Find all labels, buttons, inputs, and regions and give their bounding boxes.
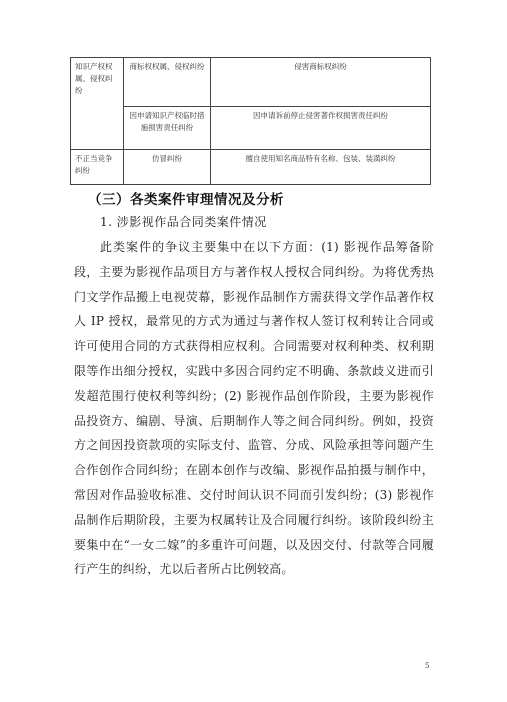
table-cell-category: 知识产权权属、侵权纠纷 <box>71 58 124 150</box>
body-paragraph: 此类案件的争议主要集中在以下方面：(1) 影视作品筹备阶段，主要为影视作品项目方与著作权人授权合同纠纷。为将优秀热门文学作品搬上电视荧幕，影视作品制作方需获得文学作品著作权人 IP 授权，最常见的方式为通过与著作权人签订权利转让合同或许可使用合同的方式获得相应权利。合同需要对权利种类、权利期限等作出细分授权，实践中多因合同约定不明确、条款歧义进而引发超范围行使权利等纠纷；(2) 影视作品创作阶段，主要为影视作品投资方、编剧、导演、后期制作人等之间合同纠纷。例如，投资方之间因投资款项的实际支付、监管、分成、风险承担等问题产生合作创作合同纠纷；在剧本创作与改编、影视作品拍摄与制作中，常因对作品验收标准、交付时间认识不同而引发纠纷；(3) 影视作品制作后期阶段，主要为权属转让及合同履行纠纷。该阶段纠纷主要集中在“一女二嫁”的多重许可问题，以及因交付、付款等合同履行产生的纠纷，尤以后者所占比例较高。 <box>74 240 434 577</box>
table-cell-category: 不正当竞争纠纷 <box>71 150 124 185</box>
table-row <box>71 58 431 107</box>
sub-heading: 1. 涉影视作品合同类案件情况 <box>100 215 267 229</box>
table-row <box>71 150 431 185</box>
table-cell-subcategory: 因申请知识产权临时措施损害责任纠纷 <box>124 107 211 150</box>
table-cell-description: 侵害商标权纠纷 <box>211 58 431 107</box>
table-cell-description: 因申请诉前停止侵害著作权损害责任纠纷 <box>211 107 431 150</box>
table-cell-subcategory: 商标权权属、侵权纠纷 <box>124 58 211 107</box>
table-cell-subcategory: 仿冒纠纷 <box>124 150 211 185</box>
table-row <box>71 107 431 150</box>
page-number: 5 <box>425 662 430 670</box>
case-type-table <box>70 57 431 185</box>
table-cell-description: 擅自使用知名商品特有名称、包装、装潢纠纷 <box>211 150 431 185</box>
section-heading: （三）各类案件审理情况及分析 <box>88 192 284 208</box>
